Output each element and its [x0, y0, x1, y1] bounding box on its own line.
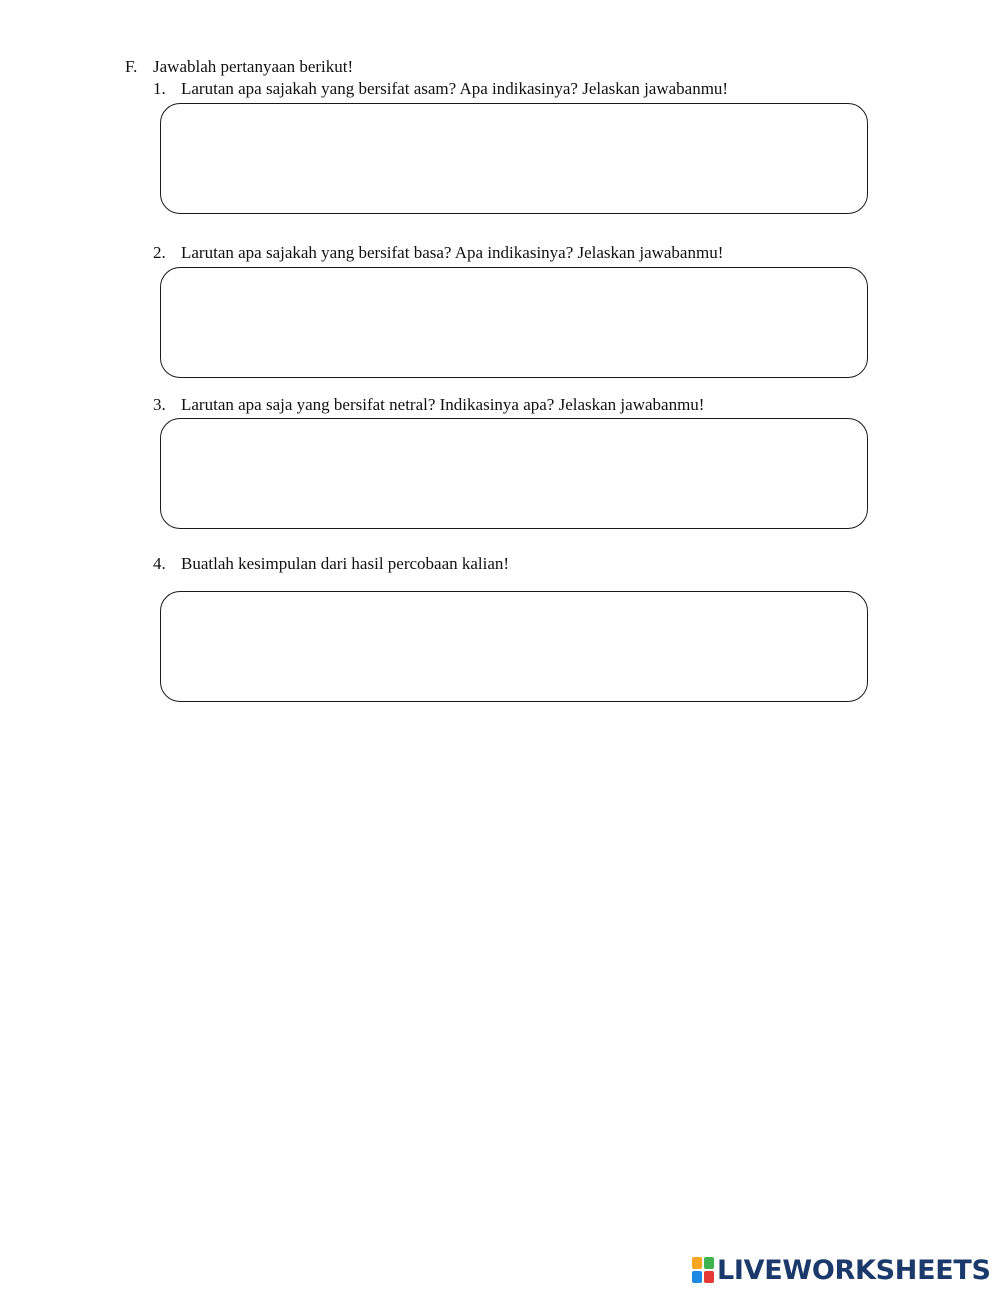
answer-box-1[interactable] [160, 103, 868, 214]
question-text: Larutan apa sajakah yang bersifat basa? Apa indikasinya? Jelaskan jawabanmu! [181, 243, 724, 262]
question-text: Larutan apa saja yang bersifat netral? Indikasinya apa? Jelaskan jawabanmu! [181, 395, 705, 414]
answer-box-2[interactable] [160, 267, 868, 378]
section-heading [125, 57, 353, 77]
logo-text: LIVEWORKSHEETS [717, 1254, 991, 1286]
question-text: Buatlah kesimpulan dari hasil percobaan kalian! [181, 554, 510, 573]
question-number: 3. [153, 395, 166, 414]
question-number: 2. [153, 243, 166, 262]
question-number: 1. [153, 79, 166, 98]
section-letter: F. [125, 57, 138, 76]
liveworksheets-logo [692, 1255, 991, 1285]
question-4 [153, 554, 509, 574]
logo-mark-icon [692, 1257, 714, 1283]
question-3 [153, 395, 704, 415]
question-number: 4. [153, 554, 166, 573]
answer-box-3[interactable] [160, 418, 868, 529]
question-1 [153, 79, 728, 99]
question-text: Larutan apa sajakah yang bersifat asam? Apa indikasinya? Jelaskan jawabanmu! [181, 79, 729, 98]
question-2 [153, 243, 723, 263]
answer-box-4[interactable] [160, 591, 868, 702]
section-title: Jawablah pertanyaan berikut! [153, 57, 354, 76]
